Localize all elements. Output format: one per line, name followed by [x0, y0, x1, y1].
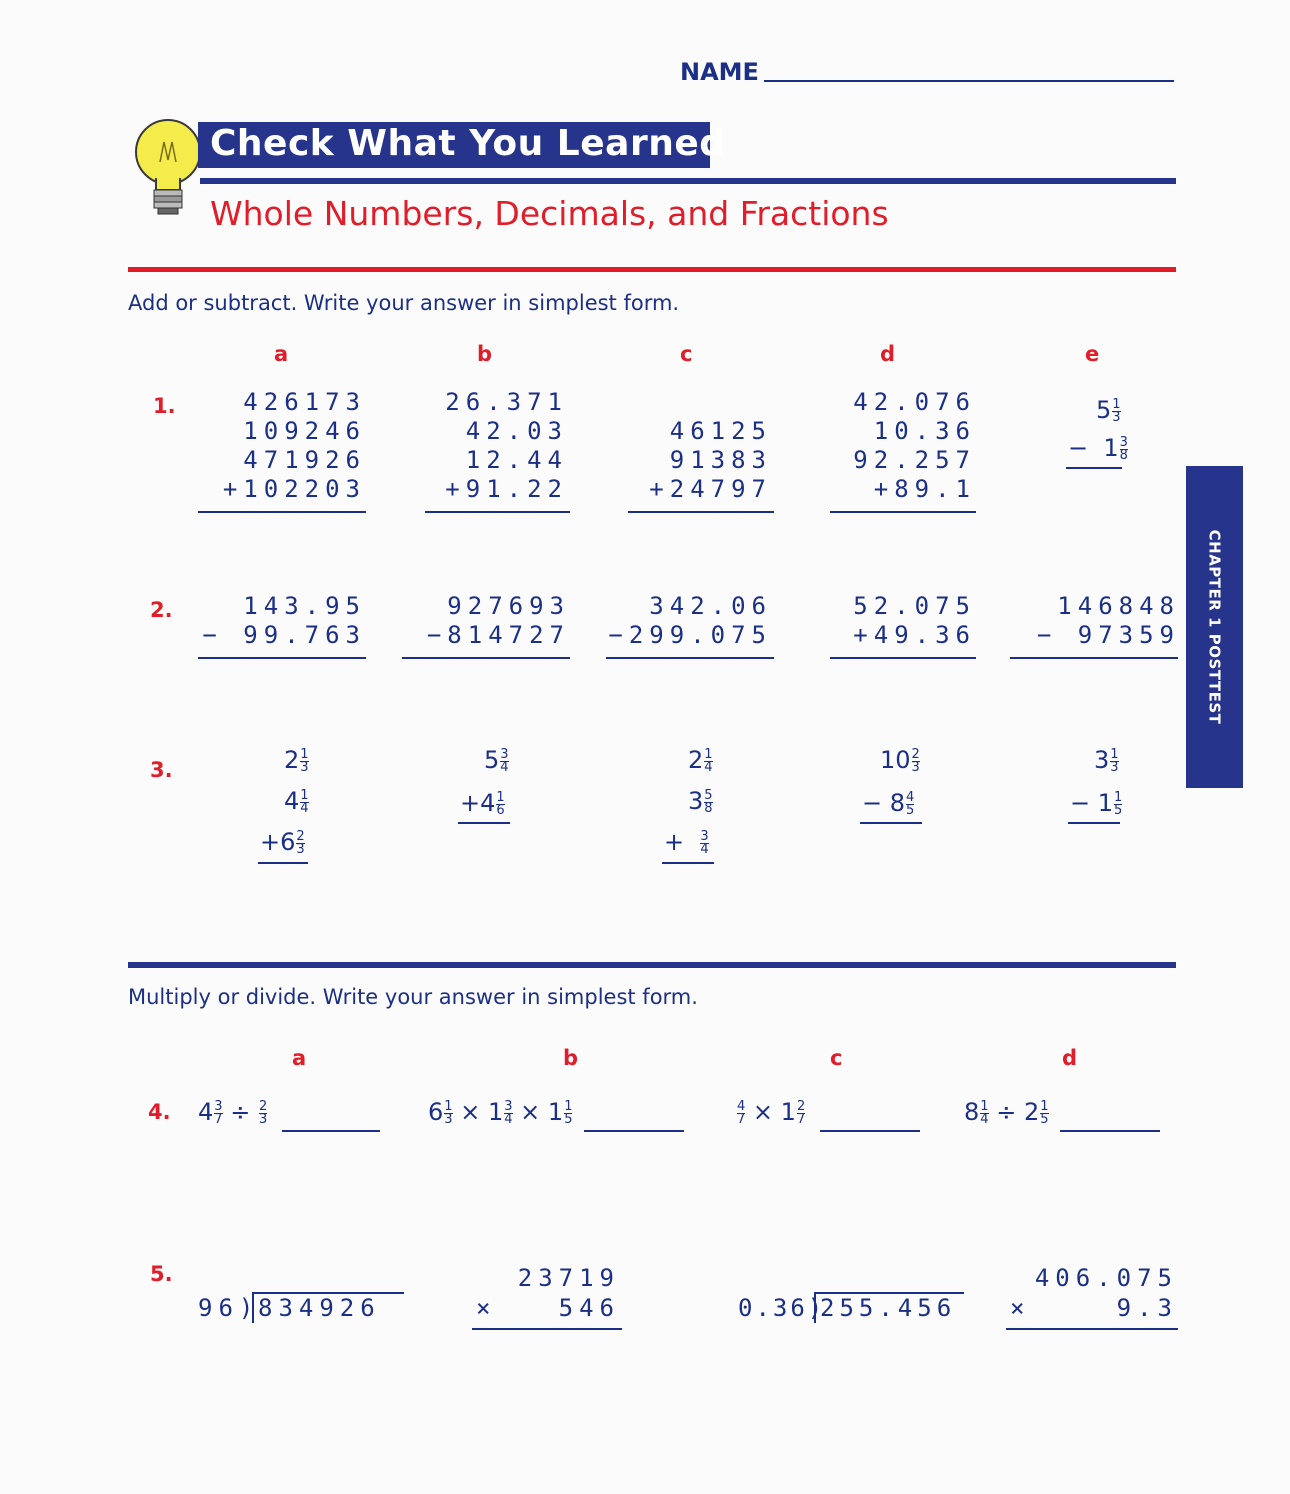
problem-2e — [1037, 592, 1180, 650]
denominator: 3 — [911, 759, 920, 775]
addend: 42.03 — [465, 417, 568, 445]
numerator: 1 — [496, 789, 505, 805]
problem-3e-line1 — [1094, 746, 1119, 774]
minuend: 927693 — [447, 592, 570, 620]
numerator: 3 — [214, 1098, 223, 1114]
addend: 109246 — [243, 417, 366, 445]
problem-3c-line1 — [688, 746, 713, 774]
denominator: 4 — [704, 759, 713, 775]
denominator: 4 — [500, 759, 509, 775]
numerator: 1 — [444, 1098, 453, 1114]
answer-line-1a — [198, 511, 366, 513]
numerator: 2 — [911, 746, 920, 762]
whole-part: 1 — [1097, 789, 1114, 817]
answer-line-3a — [258, 862, 308, 864]
page-title: Check What You Learned — [210, 123, 726, 164]
operator: × — [460, 1098, 481, 1126]
answer-line-1d — [830, 511, 976, 513]
numerator: 1 — [1114, 789, 1123, 805]
problem-4c — [736, 1098, 805, 1126]
problem-3d-line2 — [862, 789, 914, 817]
problem-3a-line3 — [260, 828, 305, 856]
whole-part: 2 — [284, 746, 300, 774]
section-divider-blue — [128, 962, 1176, 968]
operator: × — [752, 1098, 774, 1126]
problem-4b — [428, 1098, 572, 1126]
name-field-line[interactable] — [764, 80, 1174, 82]
whole-part: 1 — [780, 1098, 796, 1126]
denominator: 3 — [296, 841, 305, 857]
problem-5c-divisor: 0.36) — [738, 1294, 826, 1322]
numerator: 1 — [1040, 1098, 1049, 1114]
numerator: 2 — [258, 1098, 268, 1114]
problem-number-4: 4. — [148, 1100, 171, 1124]
column-d-label: d — [880, 342, 896, 366]
whole-part: 5 — [1096, 396, 1112, 424]
problem-3c-line3 — [664, 828, 709, 856]
operator: ÷ — [230, 1098, 251, 1126]
denominator: 4 — [504, 1111, 513, 1127]
numerator: 3 — [1119, 434, 1128, 450]
column-a-label: a — [274, 342, 289, 366]
problem-3b-line1 — [484, 746, 509, 774]
answer-line-4a[interactable] — [282, 1130, 380, 1132]
denominator: 4 — [980, 1111, 989, 1127]
instruction-add-subtract: Add or subtract. Write your answer in simplest form. — [128, 291, 680, 315]
whole-part: 8 — [964, 1098, 980, 1126]
problem-5a-dividend: 834926 — [252, 1292, 404, 1323]
subtrahend: −299.075 — [608, 621, 772, 649]
answer-line-2e — [1010, 657, 1178, 659]
whole-part: 3 — [688, 787, 704, 815]
answer-line-1c — [628, 511, 774, 513]
problem-5d-top: 406.075 — [1034, 1264, 1178, 1292]
problem-5b-bottom: 546 — [558, 1294, 620, 1322]
page-subtitle: Whole Numbers, Decimals, and Fractions — [210, 194, 889, 233]
answer-line-2a — [198, 657, 366, 659]
problem-5d-op: × — [1010, 1294, 1031, 1322]
operator: − — [862, 789, 883, 817]
answer-line-1b — [425, 511, 570, 513]
chapter-tab-label: CHAPTER 1 POSTTEST — [1205, 529, 1224, 725]
problem-1a — [223, 388, 366, 504]
name-label: NAME — [680, 58, 759, 86]
denominator: 4 — [300, 800, 309, 816]
numerator: 1 — [1112, 396, 1121, 412]
problem-3a-line2 — [284, 787, 309, 815]
problem-2a — [202, 592, 366, 650]
answer-line-4c[interactable] — [820, 1130, 920, 1132]
numerator: 1 — [300, 746, 309, 762]
addend: +91.22 — [445, 475, 568, 503]
addend: 52.075 — [853, 592, 976, 620]
denominator: 4 — [700, 841, 709, 857]
operator: + — [664, 828, 685, 856]
denominator: 7 — [796, 1111, 806, 1127]
numerator: 2 — [296, 828, 305, 844]
title-rule — [200, 178, 1176, 184]
operator: ÷ — [996, 1098, 1017, 1126]
answer-line-2c — [606, 657, 774, 659]
denominator: 8 — [1119, 447, 1128, 463]
denominator: 6 — [496, 802, 505, 818]
addend: 92.257 — [853, 446, 976, 474]
column-e-label: e — [1085, 342, 1100, 366]
column-d-label: d — [1062, 1046, 1078, 1070]
operator: × — [520, 1098, 541, 1126]
answer-line-5d — [1006, 1328, 1178, 1330]
numerator: 1 — [564, 1098, 573, 1114]
addend: 42.076 — [853, 388, 976, 416]
whole-part: 10 — [880, 746, 911, 774]
whole-part: 1 — [487, 1098, 504, 1126]
problem-4a — [198, 1098, 267, 1126]
addend: 26.371 — [445, 388, 568, 416]
whole-part: 1 — [1103, 434, 1119, 462]
answer-line-3c — [662, 862, 714, 864]
addend: 10.36 — [873, 417, 976, 445]
addend: +89.1 — [873, 475, 976, 503]
numerator: 1 — [704, 746, 713, 762]
answer-line-2d — [830, 657, 976, 659]
answer-line-5b — [472, 1328, 622, 1330]
whole-part: 4 — [480, 789, 496, 817]
answer-line-2b — [402, 657, 570, 659]
subtrahend: −814727 — [426, 621, 570, 649]
numerator: 5 — [704, 787, 713, 803]
numerator: 3 — [504, 1098, 513, 1114]
operator: + — [260, 828, 281, 856]
denominator: 3 — [1110, 759, 1119, 775]
column-b-label: b — [563, 1046, 579, 1070]
numerator: 3 — [500, 746, 509, 762]
problem-5c-dividend: 255.456 — [814, 1292, 964, 1323]
problem-1d — [853, 388, 976, 504]
problem-number-2: 2. — [150, 598, 173, 622]
whole-part: 1 — [547, 1098, 564, 1126]
addend: +102203 — [222, 475, 366, 503]
problem-1c — [649, 417, 772, 504]
problem-1b — [445, 388, 568, 504]
operator: − — [1070, 789, 1091, 817]
answer-line-3b — [458, 822, 510, 824]
chapter-tab-label-wrap — [1186, 466, 1243, 788]
addend: +49.36 — [853, 621, 976, 649]
minuend: 143.95 — [243, 592, 366, 620]
addend: 471926 — [243, 446, 366, 474]
answer-line-1e — [1066, 467, 1122, 469]
denominator: 7 — [214, 1111, 223, 1127]
numerator: 1 — [1110, 746, 1119, 762]
problem-number-1: 1. — [153, 394, 176, 418]
problem-5a-divisor: 96) — [198, 1294, 260, 1322]
whole-part: 8 — [889, 789, 906, 817]
whole-part: 2 — [688, 746, 704, 774]
minuend: 146848 — [1057, 592, 1180, 620]
answer-line-4b[interactable] — [584, 1130, 684, 1132]
whole-part: 2 — [1023, 1098, 1040, 1126]
problem-3d-line1 — [880, 746, 920, 774]
whole-part: 6 — [280, 828, 296, 856]
problem-number-3: 3. — [150, 758, 173, 782]
problem-5b-op: × — [476, 1294, 497, 1322]
column-b-label: b — [477, 342, 493, 366]
addend: 12.44 — [465, 446, 568, 474]
whole-part: 3 — [1094, 746, 1110, 774]
answer-line-3d — [860, 822, 922, 824]
denominator: 7 — [737, 1111, 746, 1127]
section-divider-red — [128, 267, 1176, 272]
problem-3a-line1 — [284, 746, 309, 774]
instruction-multiply-divide: Multiply or divide. Write your answer in simplest form. — [128, 985, 698, 1009]
problem-2c — [608, 592, 772, 650]
operator: + — [460, 789, 481, 817]
denominator: 3 — [1112, 409, 1121, 425]
whole-part: 5 — [484, 746, 500, 774]
denominator: 3 — [300, 759, 309, 775]
denominator: 5 — [1114, 802, 1123, 818]
denominator: 3 — [444, 1111, 453, 1127]
problem-3b-line2 — [460, 789, 505, 817]
column-c-label: c — [680, 342, 693, 366]
numerator: 4 — [737, 1098, 746, 1114]
numerator: 3 — [700, 828, 709, 844]
numerator: 2 — [796, 1098, 806, 1114]
column-a-label: a — [292, 1046, 307, 1070]
problem-1e-top — [1096, 396, 1121, 424]
whole-part: 4 — [284, 787, 300, 815]
subtrahend: − 97359 — [1036, 621, 1180, 649]
addend: +24797 — [649, 475, 772, 503]
numerator: 4 — [906, 789, 915, 805]
minuend: 342.06 — [649, 592, 772, 620]
denominator: 3 — [258, 1111, 268, 1127]
problem-2b — [427, 592, 570, 650]
operator: − — [1068, 434, 1089, 462]
problem-4d — [964, 1098, 1049, 1126]
answer-line-4d[interactable] — [1060, 1130, 1160, 1132]
addend: 91383 — [669, 446, 772, 474]
subtrahend: − 99.763 — [202, 621, 366, 649]
problem-3e-line2 — [1070, 789, 1122, 817]
whole-part: 4 — [198, 1098, 214, 1126]
denominator: 5 — [1040, 1111, 1049, 1127]
denominator: 8 — [704, 800, 713, 816]
addend: 426173 — [243, 388, 366, 416]
problem-5b-top: 23719 — [517, 1264, 620, 1292]
numerator: 1 — [300, 787, 309, 803]
problem-3c-line2 — [688, 787, 713, 815]
denominator: 5 — [906, 802, 915, 818]
problem-number-5: 5. — [150, 1262, 173, 1286]
addend: 46125 — [669, 417, 772, 445]
numerator: 1 — [980, 1098, 989, 1114]
problem-2d — [853, 592, 976, 650]
denominator: 5 — [564, 1111, 573, 1127]
answer-line-3e — [1068, 822, 1120, 824]
problem-1e-bottom — [1068, 434, 1128, 462]
problem-5d-bottom: 9.3 — [1116, 1294, 1178, 1322]
whole-part: 6 — [428, 1098, 444, 1126]
column-c-label: c — [830, 1046, 843, 1070]
